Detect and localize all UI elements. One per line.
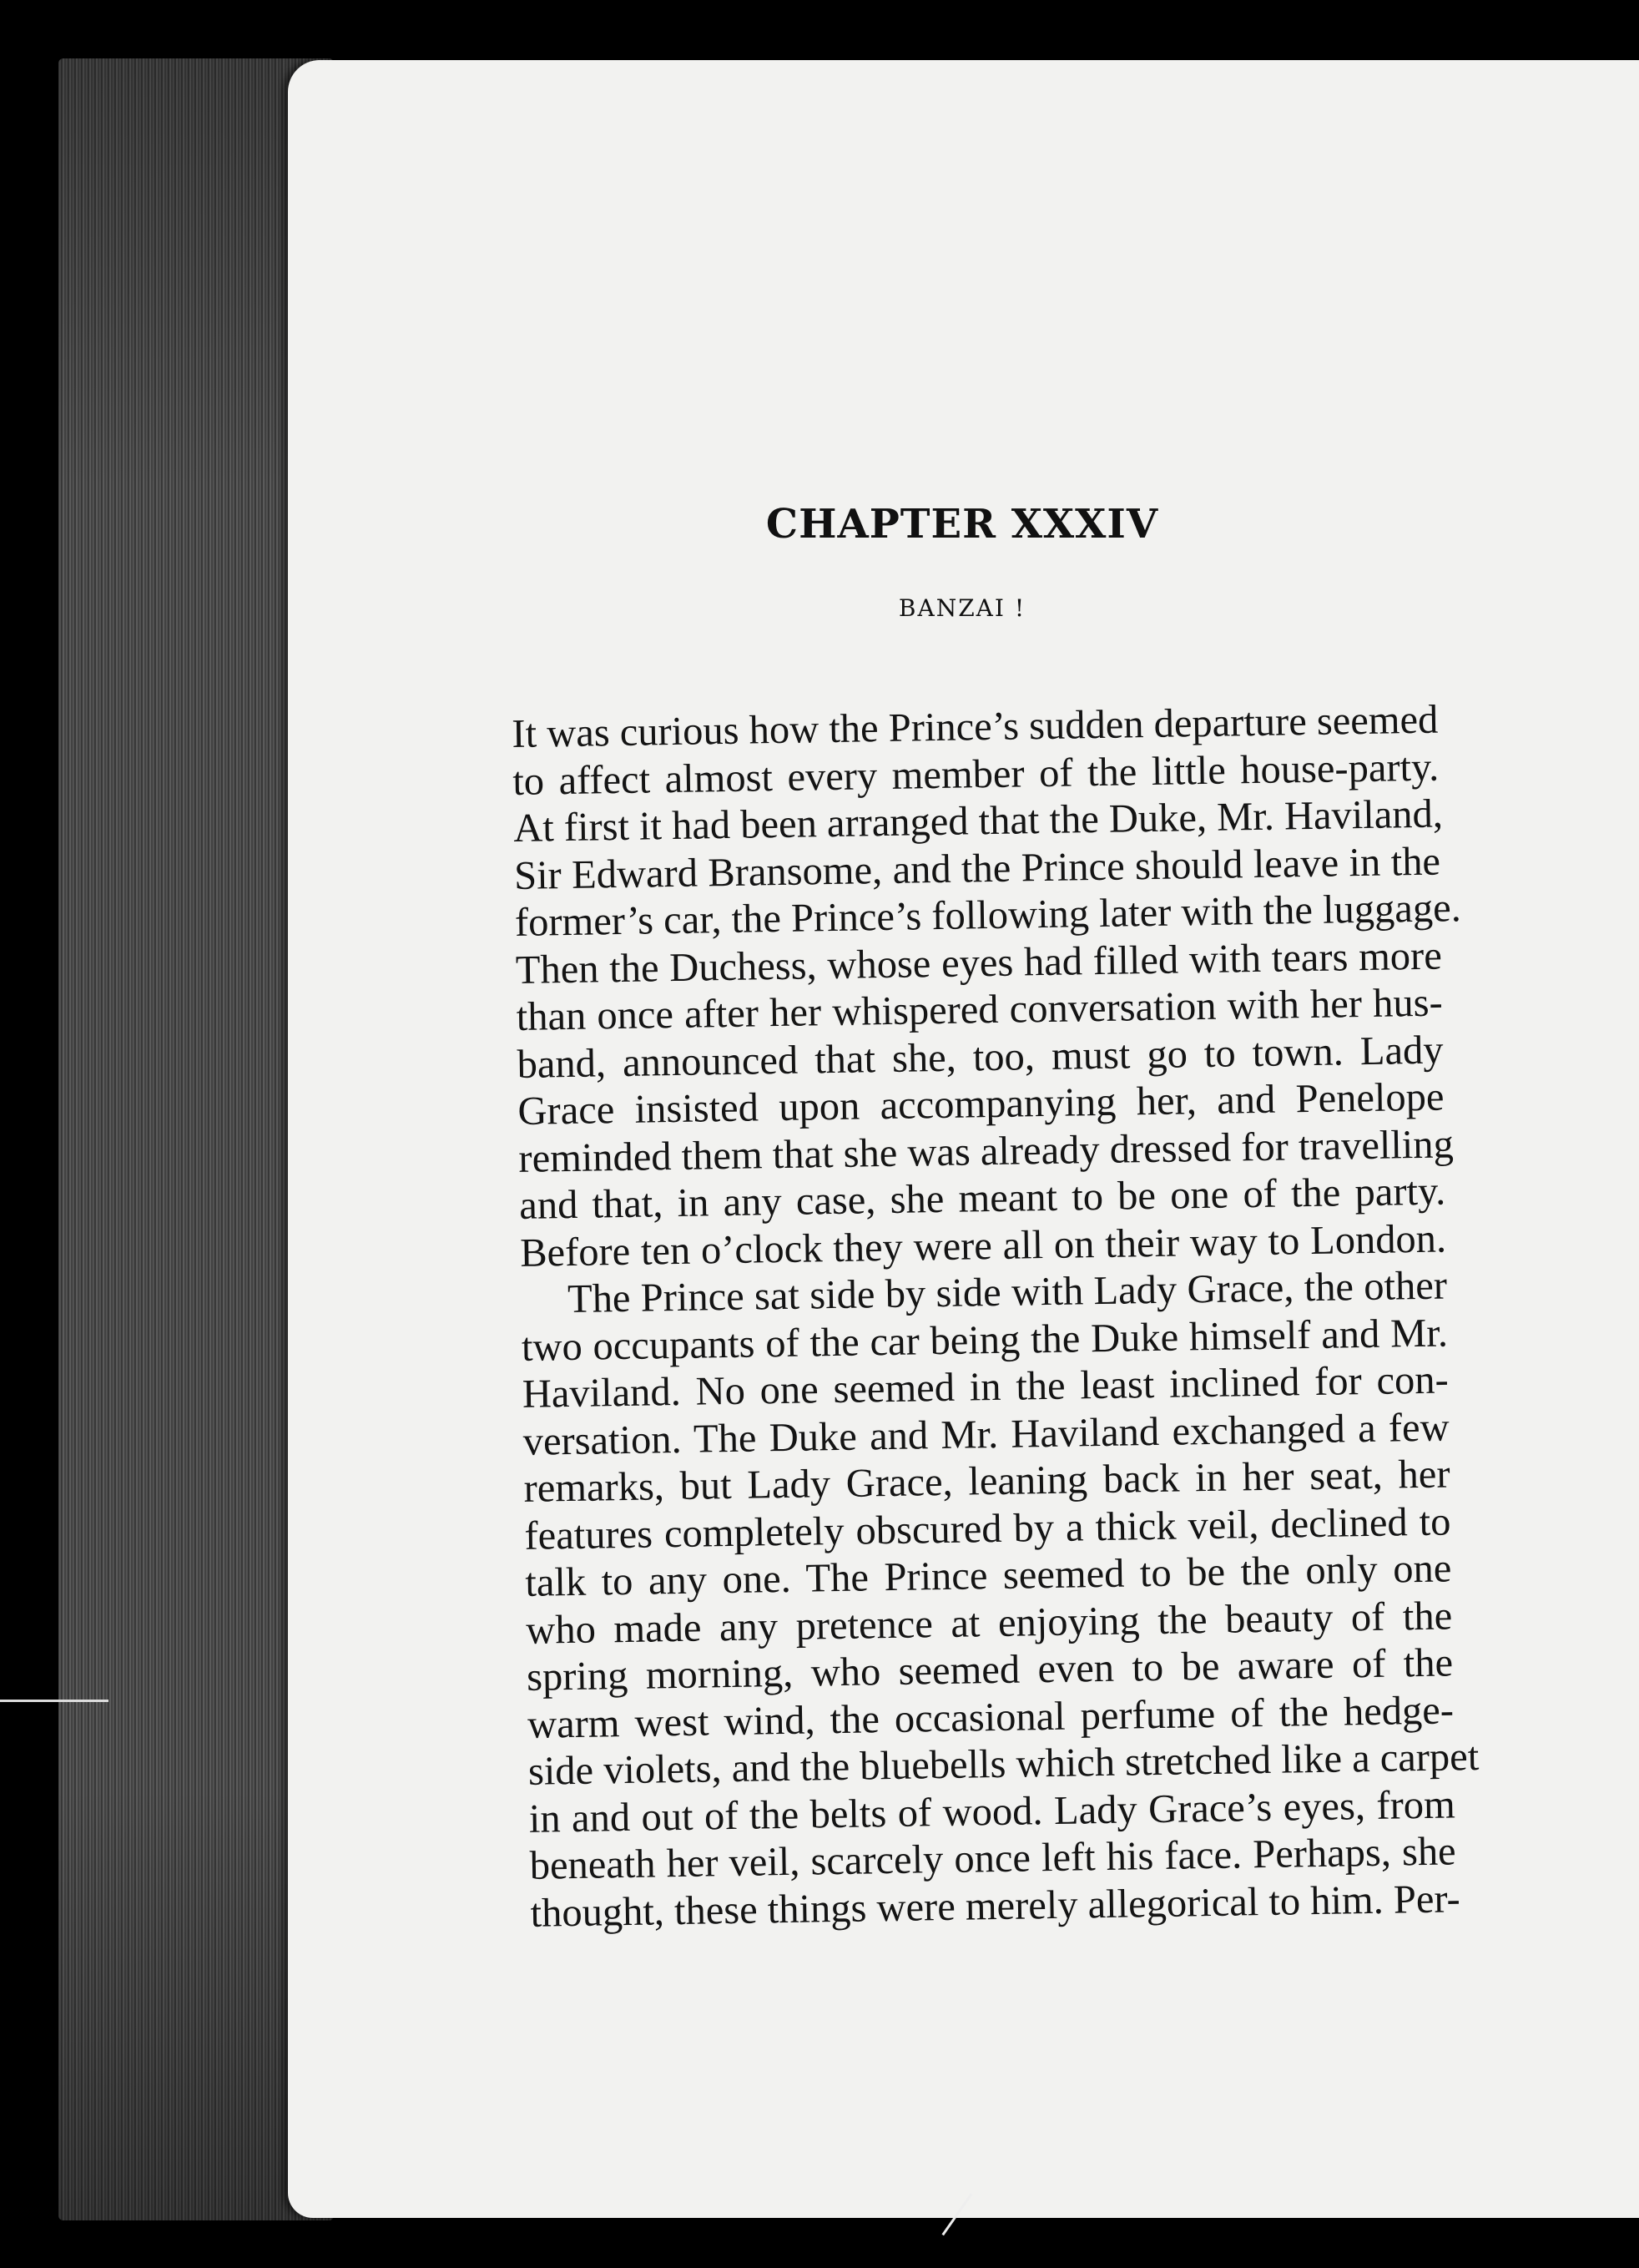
text-line: band, announced that she, too, must go to town. Lady: [517, 1028, 1444, 1087]
text-line: Then the Duchess, whose eyes had filled with tears more: [515, 933, 1443, 993]
text-line: beneath her veil, scarcely once left his face. Perhaps, she: [529, 1829, 1457, 1888]
text-line: thought, these things were merely allegorical to him. Per-: [530, 1876, 1461, 1936]
text-line: It was curious how the Prince’s sudden departure seemed: [512, 697, 1439, 756]
text-line: former’s car, the Prince’s following later with the luggage.: [514, 886, 1462, 945]
text-line: warm west wind, the occasional perfume of the hedge-: [527, 1687, 1455, 1747]
text-line: features completely obscured by a thick veil, declined to: [524, 1498, 1451, 1558]
text-line: versation. The Duke and Mr. Haviland exchanged a few: [522, 1404, 1450, 1464]
body-text: [512, 697, 1480, 1937]
text-line: remarks, but Lady Grace, leaning back in her seat, her: [523, 1452, 1450, 1511]
text-line: to affect almost every member of the little house-party.: [512, 745, 1440, 804]
text-line: At first it had been arranged that the Duke, Mr. Haviland,: [512, 791, 1444, 851]
text-line: in and out of the belts of wood. Lady Grace’s eyes, from: [528, 1781, 1456, 1841]
chapter-title: CHAPTER XXXIV: [765, 501, 1159, 548]
text-line: who made any pretence at enjoying the beauty of the: [525, 1593, 1453, 1653]
text-line: than once after her whispered conversation with her hus-: [516, 980, 1444, 1039]
text-line: Grace insisted upon accompanying her, and Penelope: [517, 1074, 1445, 1134]
text-line: two occupants of the car being the Duke himself and Mr.: [521, 1310, 1449, 1370]
text-line: The Prince sat side by side with Lady Grace, the other: [567, 1263, 1448, 1322]
text-line: Before ten o’clock they were all on their way to London.: [519, 1215, 1447, 1275]
text-line: side violets, and the bluebells which stretched like a carpet: [527, 1734, 1480, 1794]
text-line: Haviland. No one seemed in the least inclined for con-: [522, 1357, 1450, 1417]
text-line: Sir Edward Bransome, and the Prince should leave in the: [513, 839, 1441, 898]
text-line: reminded them that she was already dressed for travelling: [518, 1121, 1455, 1181]
text-line: talk to any one. The Prince seemed to be the only one: [524, 1546, 1452, 1605]
chapter-subtitle: BANZAI !: [898, 594, 1026, 622]
text-line: spring morning, who seemed even to be aware of the: [526, 1640, 1454, 1700]
book-page: [288, 60, 1639, 2218]
text-line: and that, in any case, she meant to be one of the party.: [518, 1169, 1446, 1228]
stray-mark: [0, 1700, 108, 1702]
